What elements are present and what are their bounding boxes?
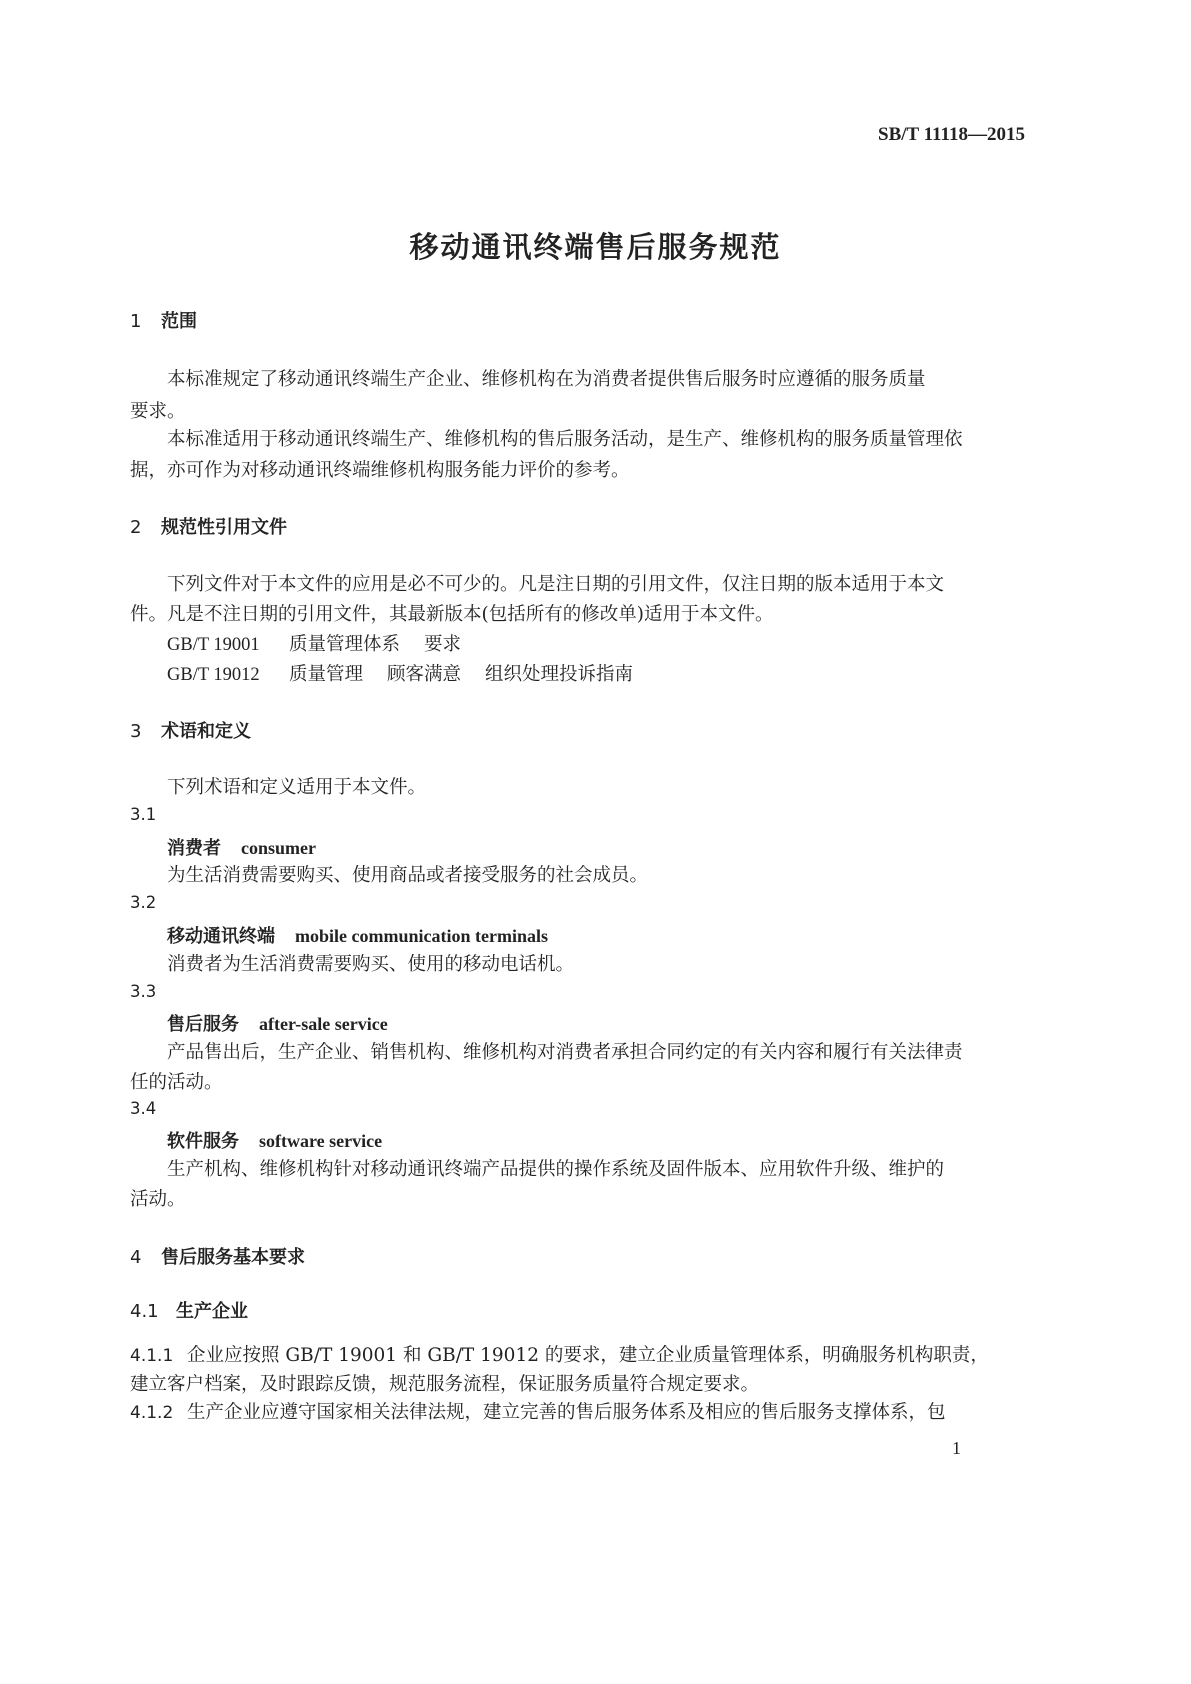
- section-number: 4.1: [130, 1301, 159, 1322]
- clause-4-1-1-line-1: [130, 1341, 989, 1367]
- term-zh: 售后服务: [167, 1014, 239, 1035]
- section-2-heading: [130, 513, 287, 539]
- terms-intro: 下列术语和定义适用于本文件。: [167, 777, 427, 798]
- page-number: 1: [952, 1438, 961, 1458]
- term-number: 3.1: [130, 805, 157, 824]
- term-definition: 消费者为生活消费需要购买、使用的移动电话机。: [167, 954, 575, 975]
- section-title: 规范性引用文件: [161, 517, 287, 538]
- reference-code: GB/T 19001: [167, 635, 260, 655]
- reference-item: [167, 660, 633, 686]
- term-entry: [167, 1010, 388, 1036]
- term-number: 3.3: [130, 982, 157, 1001]
- clause-number: 4.1.1: [130, 1346, 174, 1366]
- document-title: 移动通讯终端售后服务规范: [409, 230, 782, 264]
- term-entry: [167, 834, 316, 860]
- section-title: 术语和定义: [161, 721, 251, 742]
- section-title: 生产企业: [176, 1301, 248, 1322]
- section-4-1-heading: [130, 1297, 248, 1323]
- term-definition: 为生活消费需要购买、使用商品或者接受服务的社会成员。: [167, 865, 649, 886]
- clause-4-1-2-line-1: [130, 1398, 946, 1424]
- term-en: mobile communication terminals: [295, 926, 548, 946]
- term-definition: 生产机构、维修机构针对移动通讯终端产品提供的操作系统及固件版本、应用软件升级、维护的: [167, 1159, 945, 1180]
- standard-number: SB/T 11118—2015: [878, 124, 1025, 145]
- section-4-heading: [130, 1243, 305, 1269]
- scope-paragraph-1-line-2: 要求。: [130, 401, 186, 422]
- term-zh: 移动通讯终端: [167, 926, 275, 947]
- reference-code: GB/T 19012: [167, 665, 260, 685]
- section-number: 4: [130, 1247, 142, 1268]
- normative-paragraph-line-2: 件。凡是不注日期的引用文件，其最新版本(包括所有的修改单)适用于本文件。: [130, 604, 774, 625]
- section-number: 2: [130, 517, 142, 538]
- clause-4-1-1-line-2: 建立客户档案，及时跟踪反馈，规范服务流程，保证服务质量符合规定要求。: [130, 1374, 760, 1395]
- section-title: 售后服务基本要求: [161, 1247, 305, 1268]
- reference-title: 质量管理: [289, 664, 364, 685]
- term-definition: 活动。: [130, 1189, 186, 1210]
- term-zh: 消费者: [167, 838, 221, 859]
- section-3-heading: [130, 717, 251, 743]
- term-entry: [167, 1127, 382, 1153]
- clause-text: 企业应按照 GB/T 19001 和 GB/T 19012 的要求，建立企业质量管理体系，明确服务机构职责，: [187, 1345, 989, 1366]
- term-number: 3.4: [130, 1099, 157, 1118]
- scope-paragraph-1-line-1: 本标准规定了移动通讯终端生产企业、维修机构在为消费者提供售后服务时应遵循的服务质量: [167, 369, 926, 390]
- section-1-heading: [130, 307, 197, 333]
- term-number: 3.2: [130, 893, 157, 912]
- clause-text: 生产企业应遵守国家相关法律法规，建立完善的售后服务体系及相应的售后服务支撑体系，包: [187, 1402, 946, 1423]
- section-title: 范围: [161, 311, 197, 332]
- scope-paragraph-2-line-2: 据，亦可作为对移动通讯终端维修机构服务能力评价的参考。: [130, 460, 630, 481]
- reference-title: 质量管理体系: [289, 634, 401, 655]
- term-definition: 产品售出后，生产企业、销售机构、维修机构对消费者承担合同约定的有关内容和履行有关法律责: [167, 1042, 963, 1063]
- reference-item: [167, 630, 461, 656]
- reference-title: 顾客满意: [387, 664, 462, 685]
- reference-title: 组织处理投诉指南: [485, 664, 634, 685]
- term-zh: 软件服务: [167, 1131, 239, 1152]
- normative-paragraph-line-1: 下列文件对于本文件的应用是必不可少的。凡是注日期的引用文件，仅注日期的版本适用于本文: [167, 574, 945, 595]
- clause-number: 4.1.2: [130, 1403, 174, 1423]
- scope-paragraph-2-line-1: 本标准适用于移动通讯终端生产、维修机构的售后服务活动，是生产、维修机构的服务质量管理依: [167, 429, 963, 450]
- term-entry: [167, 922, 548, 948]
- term-en: software service: [259, 1131, 383, 1151]
- term-en: consumer: [241, 838, 316, 858]
- reference-title: 要求: [424, 634, 462, 655]
- section-number: 3: [130, 721, 142, 742]
- section-number: 1: [130, 311, 142, 332]
- term-en: after-sale service: [259, 1014, 388, 1034]
- term-definition: 任的活动。: [130, 1072, 223, 1093]
